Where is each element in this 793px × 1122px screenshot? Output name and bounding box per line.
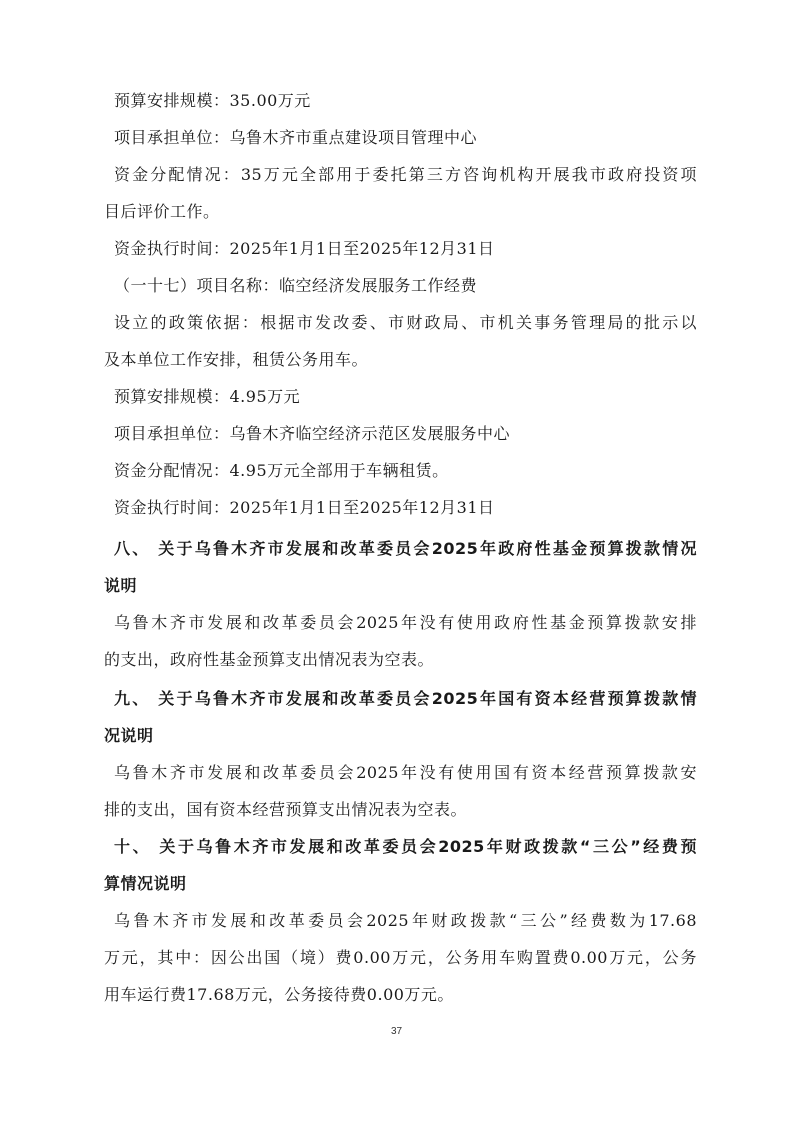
section-10-heading: 十、 关于乌鲁木齐市发展和改革委员会2025年财政拨款“三公”经费预 [114,837,697,856]
section-10-heading-continuation: 算情况说明 [104,874,187,893]
fund-allocation-continuation: 目后评价工作。 [104,202,220,221]
policy-basis-line: 设立的政策依据：根据市发改委、市财政局、市机关事务管理局的批示以 [114,313,697,332]
fund-allocation-line-2: 资金分配情况：4.95万元全部用于车辆租赁。 [114,461,449,480]
section-10-body-continuation-2: 用车运行费17.68万元，公务接待费0.00万元。 [104,985,454,1004]
undertaking-unit-line-2: 项目承担单位：乌鲁木齐临空经济示范区发展服务中心 [114,424,511,443]
policy-basis-continuation: 及本单位工作安排，租赁公务用车。 [104,350,369,369]
budget-scale-line: 预算安排规模：35.00万元 [114,91,311,110]
section-9-heading-continuation: 况说明 [104,726,154,745]
section-9-body: 乌鲁木齐市发展和改革委员会2025年没有使用国有资本经营预算拨款安 [114,763,697,782]
section-10-body: 乌鲁木齐市发展和改革委员会2025年财政拨款“三公”经费数为17.68 [114,911,697,930]
section-8-heading: 八、 关于乌鲁木齐市发展和改革委员会2025年政府性基金预算拨款情况 [114,539,697,558]
fund-allocation-line: 资金分配情况：35万元全部用于委托第三方咨询机构开展我市政府投资项 [114,165,697,184]
section-9-body-continuation: 排的支出，国有资本经营预算支出情况表为空表。 [104,800,468,819]
execution-time-line: 资金执行时间：2025年1月1日至2025年12月31日 [114,239,495,258]
page-number: 37 [390,1026,403,1037]
execution-time-line-2: 资金执行时间：2025年1月1日至2025年12月31日 [114,498,495,517]
undertaking-unit-line: 项目承担单位：乌鲁木齐市重点建设项目管理中心 [114,128,478,147]
section-8-body: 乌鲁木齐市发展和改革委员会2025年没有使用政府性基金预算拨款安排 [114,613,697,632]
section-8-body-continuation: 的支出，政府性基金预算支出情况表为空表。 [104,650,435,669]
section-9-heading: 九、 关于乌鲁木齐市发展和改革委员会2025年国有资本经营预算拨款情 [114,689,697,708]
project-name-line: （一十七）项目名称：临空经济发展服务工作经费 [114,276,478,295]
section-10-body-continuation: 万元，其中：因公出国（境）费0.00万元，公务用车购置费0.00万元，公务 [104,948,697,967]
section-8-heading-continuation: 说明 [104,576,138,595]
budget-scale-line-2: 预算安排规模：4.95万元 [114,387,301,406]
